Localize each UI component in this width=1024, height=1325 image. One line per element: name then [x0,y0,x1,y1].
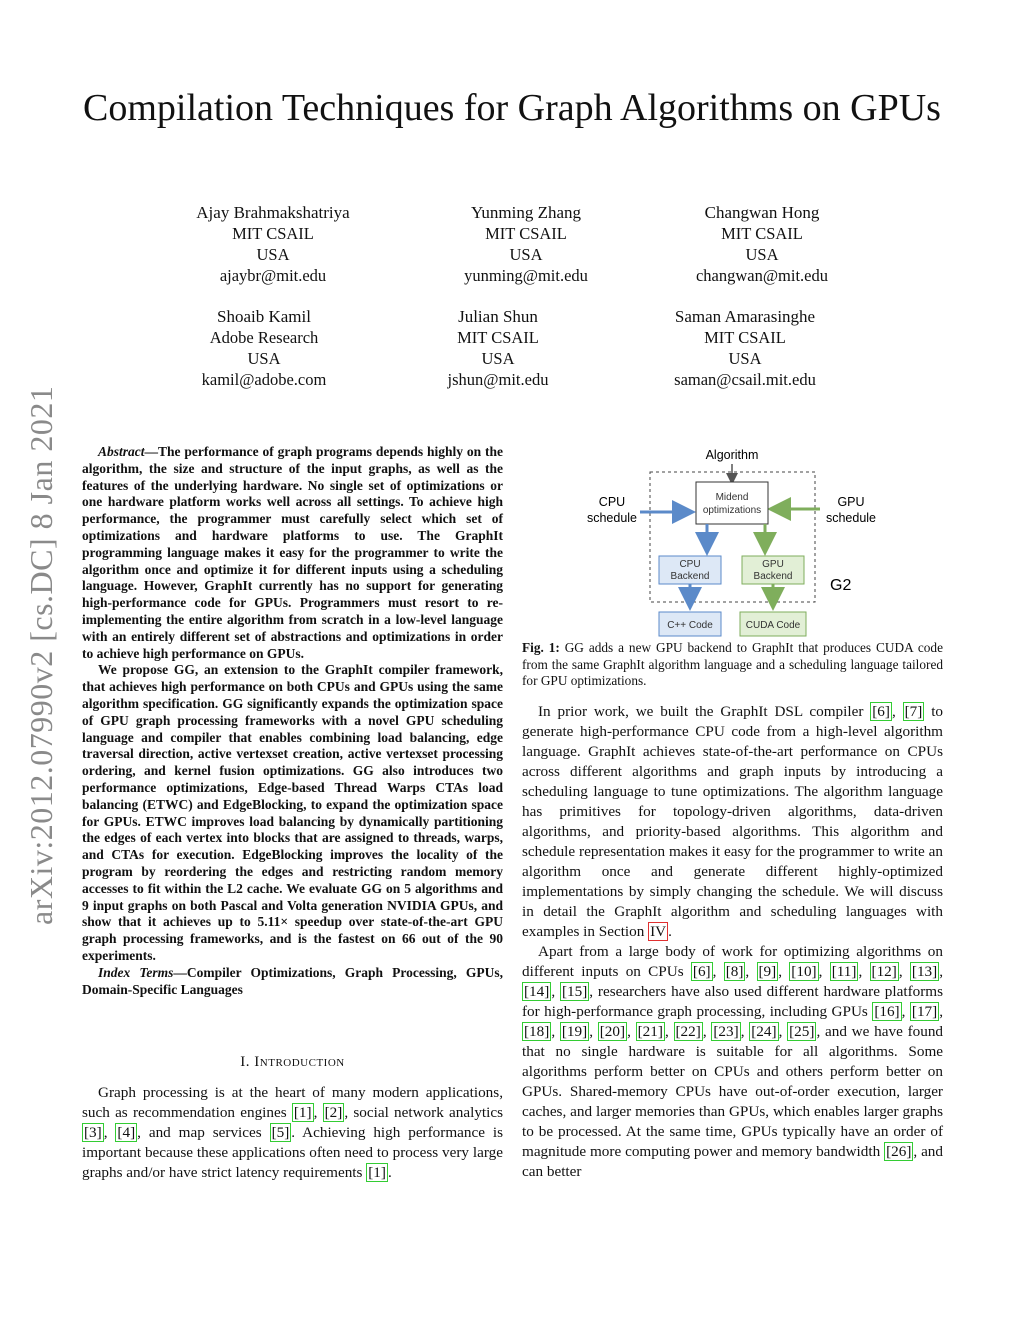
citation-link[interactable]: [18] [524,1023,550,1040]
caption-text: GG adds a new GPU backend to GraphIt that produces CUDA code from the same GraphIt algorithm language and a scheduling language tailored for GPU optimizations. [522,640,943,688]
author-block [642,202,882,286]
citation-link[interactable]: [16] [874,1003,900,1020]
index-terms: —Compiler Optimizations, Graph Processing, GPUs, Domain-Specific Languages [82,964,504,997]
index-terms-label: Index Terms [98,964,174,980]
citation-link[interactable]: [25] [789,1023,815,1040]
section-heading [82,1054,503,1071]
author-name: Shoaib Kamil [217,307,311,326]
g2-label: G2 [830,577,852,594]
citation-link[interactable]: [2] [324,1104,343,1121]
author-email: jshun@mit.edu [447,370,549,389]
figure-1-diagram [580,442,890,638]
author-email: kamil@adobe.com [201,370,327,389]
author-block [625,306,865,390]
author-name: Ajay Brahmakshatriya [196,203,350,222]
author-country: USA [728,349,762,368]
section-title: Introduction [254,1054,345,1070]
cpu-backend-label-2: Backend [670,571,710,582]
citation-link[interactable]: [15] [561,983,588,1000]
citation-link[interactable]: [6] [872,703,890,720]
author-email: yunming@mit.edu [464,266,588,285]
author-affiliation: MIT CSAIL [721,224,803,243]
author-block [153,202,393,286]
citation-link[interactable]: [7] [904,703,923,720]
author-name: Changwan Hong [704,203,820,222]
midend-box [696,482,768,524]
paper-title: Compilation Techniques for Graph Algorithms on GPUs [83,87,941,129]
caption-label: Fig. 1: [522,640,560,655]
author-country: USA [509,245,543,264]
citation-link[interactable]: [19] [561,1023,588,1040]
author-email: saman@csail.mit.edu [674,370,816,389]
abstract-paragraph-1: —The performance of graph programs depends highly on the algorithm, the size and structure of the input graphs, as well as the features of the underlying hardware. No single set of optimizations or one hardware platform works well across all settings. To achieve high performance, the programmer must carefully select which set of optimizations and hardware platforms to use. The GraphIt programming language makes it easy for the programmer to write the algorithm once and optimize it for different inputs using a scheduling language. However, GraphIt currently has no support for generating high-performance code for GPUs. Programmers must resort to re-implementing the entire algorithm from scratch in a low-level language with an entirely different set of abstractions and optimizations in order to achieve high performance on GPUs. [82,444,503,661]
author-affiliation: MIT CSAIL [232,224,314,243]
citation-link[interactable]: [13] [911,963,938,980]
citation-link[interactable]: [11] [831,963,857,980]
citation-link[interactable]: [9] [758,963,777,980]
citation-link[interactable]: [17] [911,1003,938,1020]
citation-link[interactable]: [21] [637,1023,663,1040]
author-country: USA [481,349,515,368]
citation-link[interactable]: [8] [725,963,744,980]
citation-link[interactable]: [23] [713,1023,739,1040]
author-block [378,306,618,390]
intro-paragraph: Graph processing is at the heart of many modern applications, such as recommendation engines [1] , [2] , social network analytics [3] , [4] , and map services [5] . Achieving high performance is important because these applications often need to process very large graphs and/or have strict latency requirements [1] . [82,1084,504,1181]
cpu-schedule-label-2: schedule [586,511,638,525]
midend-label-2: optimizations [702,505,762,516]
author-email: ajaybr@mit.edu [219,266,327,285]
citation-link[interactable]: [10] [791,963,817,980]
abstract [82,444,503,998]
citation-link[interactable]: [22] [675,1023,701,1040]
author-affiliation: Adobe Research [209,328,319,347]
cpp-code-label: C++ Code [667,620,713,631]
author-name: Julian Shun [458,307,538,326]
abstract-paragraph-2: We propose GG, an extension to the GraphIt compiler framework, that achieves high performance on both CPUs and GPUs using the same algorithm specification. GG significantly expands the optimization space of GPU graph processing frameworks with a novel GPU scheduling language and compiler that enables combining load balancing, edge traversal direction, active vertexset creation, active vertexset processing ordering, and kernel fusion optimizations. GG also introduces two performance optimizations, Edge-based Thread Warps CTAs load balancing (ETWC) and EdgeBlocking, to expand the optimization space for GPUs. ETWC improves load balancing by dynamically partitioning the edges of each vertex into blocks that are assigned to threads, warps, and CTAs for execution. EdgeBlocking improves the locality of the program by reordering the edges and restricting random memory accesses to fit within the L2 cache. We evaluate GG on 5 algorithms and 9 input graphs on both Pascal and Volta generation NVIDIA GPUs, and show that it achieves up to 5.11× speedup over state-of-the-art GPU graph processing frameworks, and is the fastest on 66 out of the 90 experiments. [82,662,503,963]
citation-link[interactable]: [5] [271,1124,290,1141]
author-name: Yunming Zhang [470,203,582,222]
section-number: I. [240,1054,251,1070]
citation-link[interactable]: [1] [293,1104,312,1121]
midend-label: Midend [715,492,749,503]
citation-link[interactable]: [4] [117,1124,136,1141]
gpu-schedule-label-2: schedule [825,511,877,525]
abstract-label: Abstract [98,444,145,459]
arxiv-identifier: arXiv:2012.07990v2 [cs.DC] 8 Jan 2021 [23,385,59,925]
section-link[interactable]: IV [650,923,667,940]
intro-paragraph: In prior work, we built the GraphIt DSL compiler [6] , [7] to generate high-performance CPU code from a high-level algorithm language. GraphIt achieves state-of-the-art performance on CPUs across different algorithms and graph inputs by introducing a scheduling language to tune optimizations. The algorithm language has primitives for topology-driven algorithms, data-driven algorithms, and priority-based algorithms. This algorithm and schedule representation makes it easy for the programmer to write an algorithm once and generate different highly-optimized implementations by simply changing the schedule. We will discuss in detail the GraphIt algorithm and scheduling languages with examples in Section IV . [522,703,944,940]
author-country: USA [745,245,779,264]
author-block [406,202,646,286]
author-email: changwan@mit.edu [695,266,829,285]
citation-link[interactable]: [12] [871,963,897,980]
author-affiliation: MIT CSAIL [704,328,786,347]
gpu-schedule-label: GPU [837,495,865,509]
citation-link[interactable]: [24] [751,1023,777,1040]
cpu-backend-label: CPU [679,559,701,570]
citation-link[interactable]: [1] [368,1164,386,1181]
intro-paragraph: Apart from a large body of work for optimizing algorithms on different inputs on CPUs [6] , [8] , [9] , [10] , [11] , [12] , [13] , [14] , [15] , researchers have also used different hardware platforms for high-performance graph processing, including GPUs [16] , [17] , [18] , [19] , [20] , [21] , [22] , [23] , [24] , [25] , and we have found that no single hardware is suitable for all algorithms. Some algorithms perform better on CPUs and others perform better on GPUs. Shared-memory CPUs have out-of-order execution, larger caches, and larger memories than GPUs, which enables larger graphs to be processed. At the same time, GPUs typically have an order of magnitude more computing power and memory bandwidth [26] , and can better [522,943,944,1180]
author-name: Saman Amarasinghe [674,307,816,326]
figure-1-caption [522,640,943,690]
citation-link[interactable]: [3] [84,1124,102,1141]
cpu-schedule-label: CPU [598,495,626,509]
author-country: USA [247,349,281,368]
intro-right-column [522,702,943,1182]
citation-link[interactable]: [14] [524,983,550,1000]
gpu-backend-label-2: Backend [753,571,793,582]
author-affiliation: MIT CSAIL [457,328,539,347]
citation-link[interactable]: [20] [599,1023,626,1040]
author-affiliation: MIT CSAIL [485,224,567,243]
gpu-backend-label: GPU [762,559,784,570]
algorithm-label: Algorithm [705,448,759,462]
citation-link[interactable]: [6] [692,963,711,980]
citation-link[interactable]: [26] [886,1143,912,1160]
intro-left-column [82,1083,503,1183]
author-country: USA [256,245,290,264]
author-block [144,306,384,390]
cuda-code-label: CUDA Code [745,620,801,631]
